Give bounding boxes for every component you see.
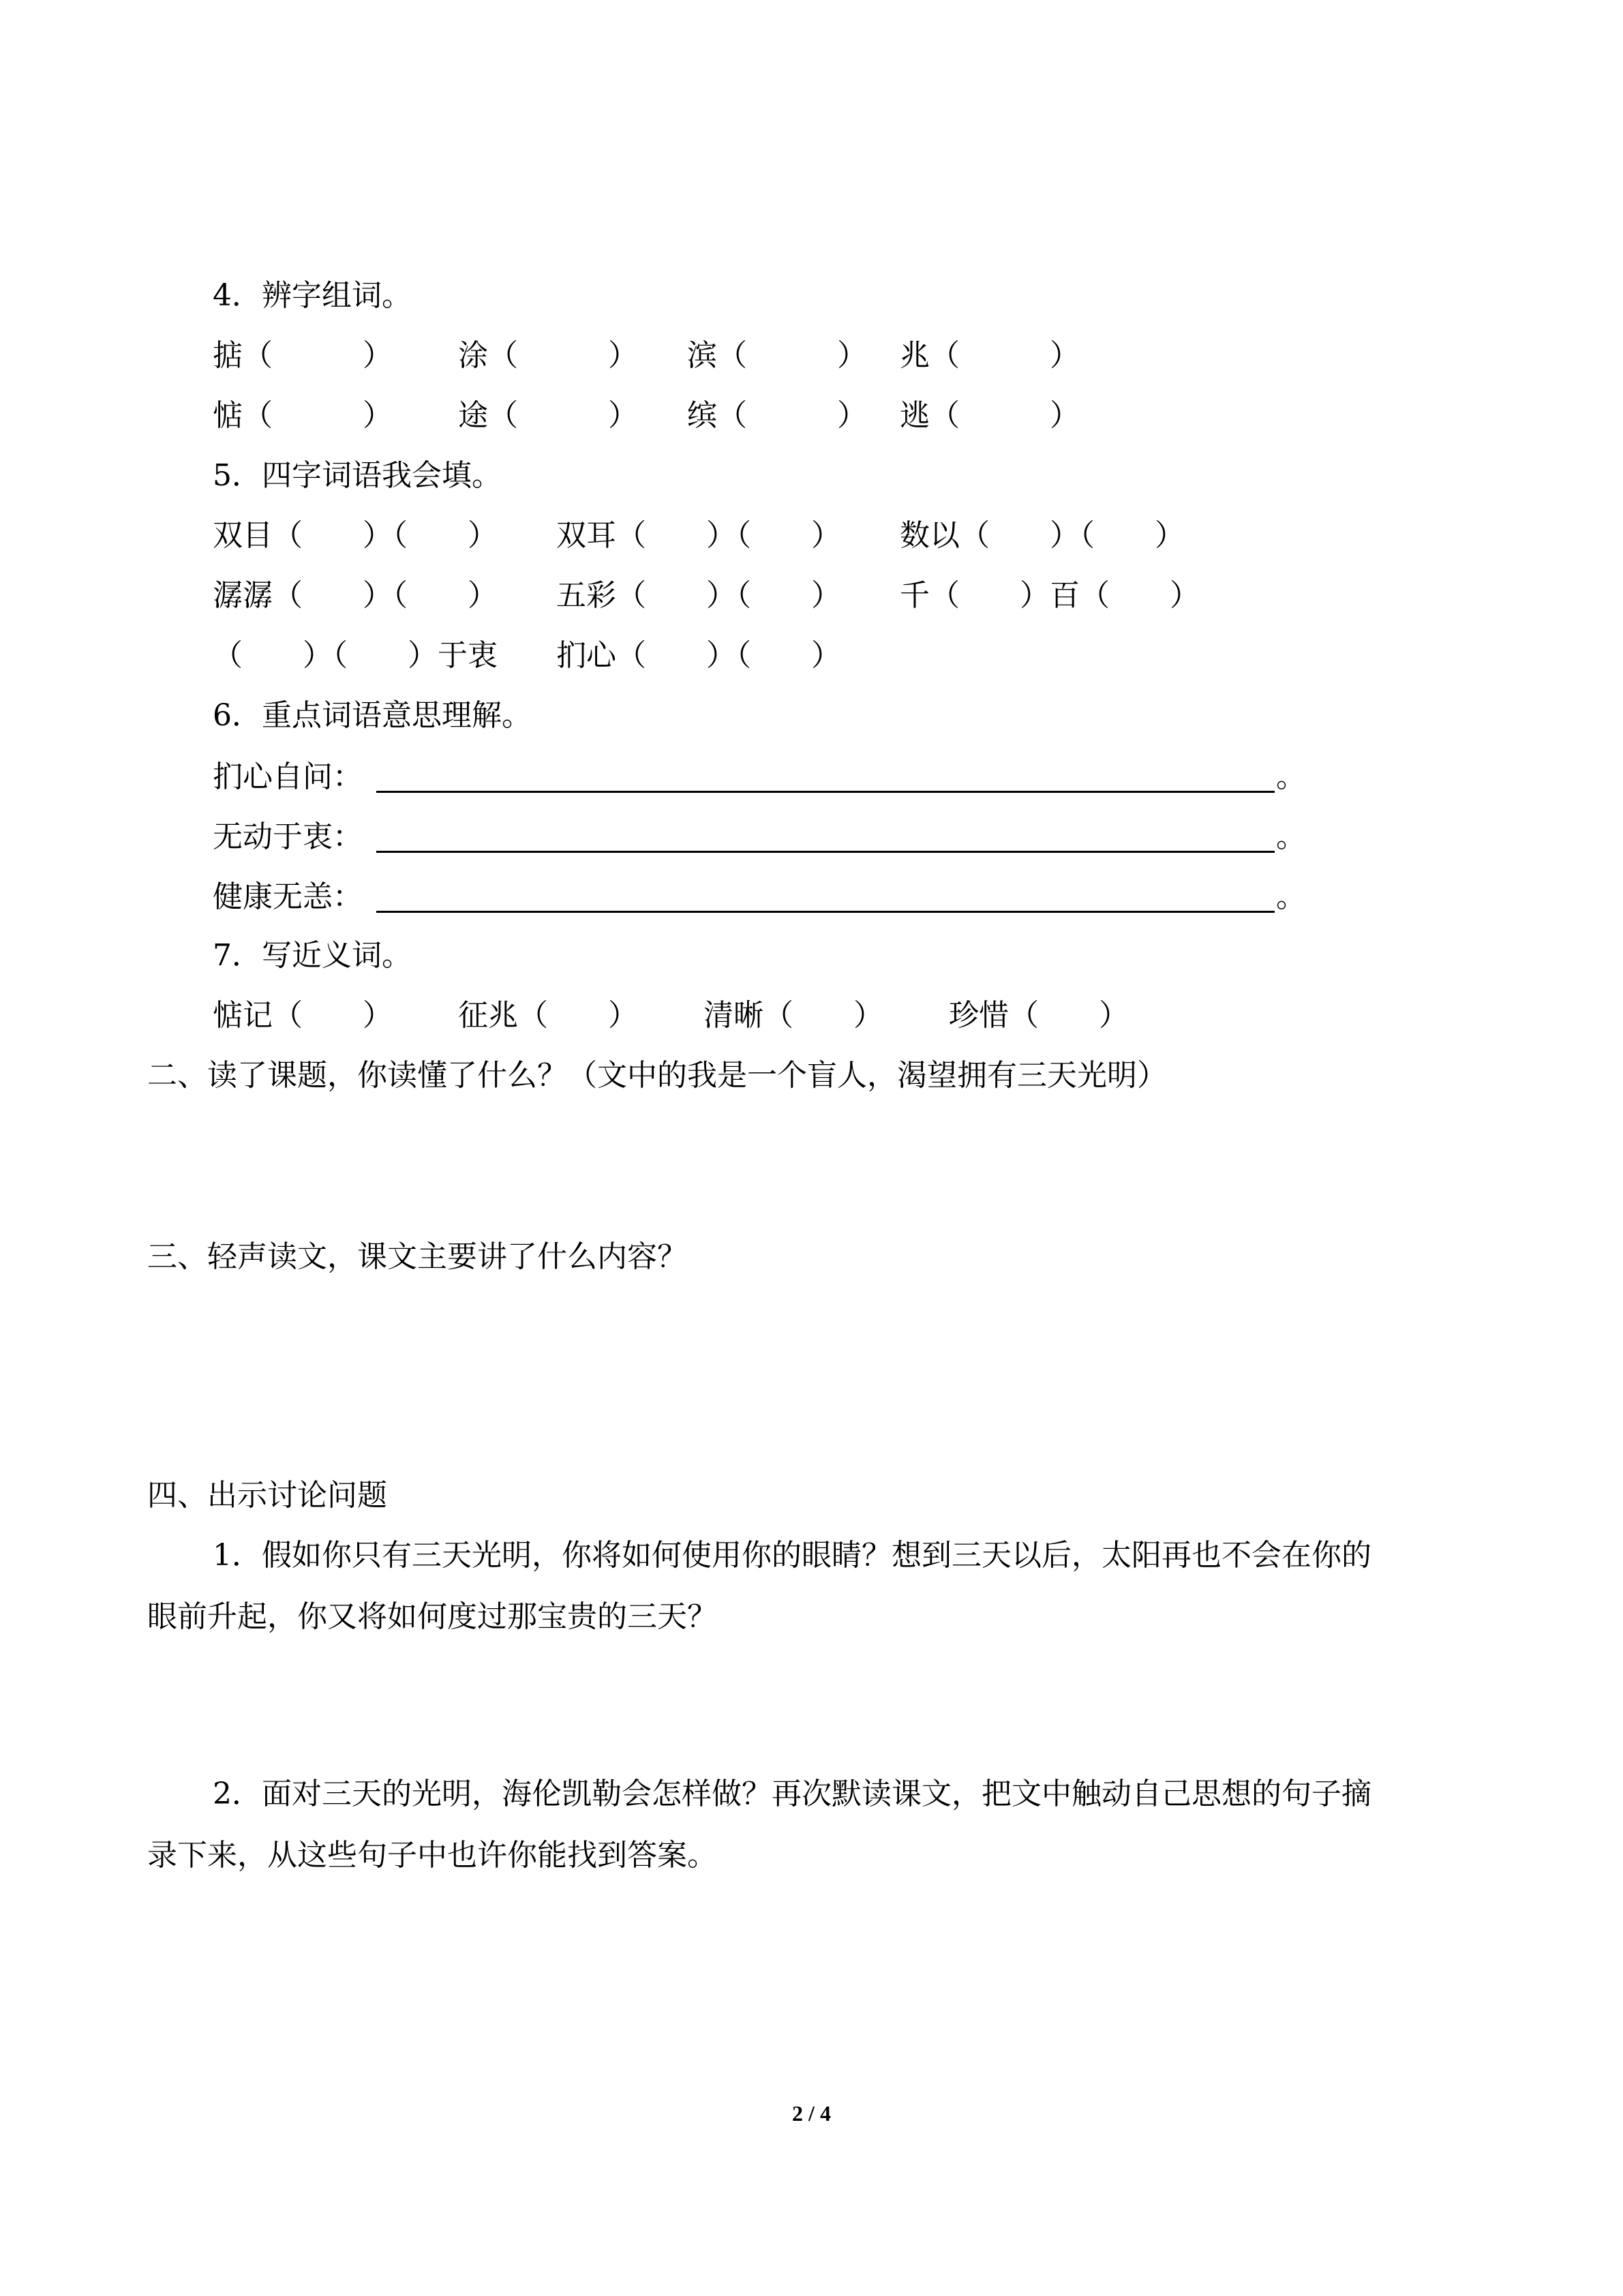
q4-item: 惦（ ） — [213, 398, 393, 433]
q4-item: 滨（ ） — [687, 338, 867, 373]
q5-item: 双耳（ ）（ ） — [556, 518, 841, 553]
section-3-heading: 三、轻声读文，课文主要讲了什么内容？ — [147, 1239, 687, 1274]
q6-term-label: 健康无恙： — [213, 879, 363, 914]
section-4-heading: 四、出示讨论问题 — [147, 1478, 387, 1513]
q4-item: 兆（ ） — [900, 338, 1080, 373]
q5-item: 千（ ）百（ ） — [900, 578, 1200, 613]
discussion-question-2-cont: 录下来，从这些句子中也许你能找到答案。 — [147, 1838, 717, 1873]
answer-line[interactable] — [376, 791, 1275, 793]
q5-title: 5．四字词语我会填。 — [213, 458, 502, 493]
q6-term-label: 扪心自问： — [213, 759, 363, 794]
q5-item: 五彩（ ）（ ） — [556, 578, 841, 613]
q4-item: 途（ ） — [458, 398, 638, 433]
q5-item: 数以（ ）（ ） — [900, 518, 1185, 553]
q5-item: 潺潺（ ）（ ） — [213, 578, 498, 613]
q4-item: 缤（ ） — [687, 398, 867, 433]
q5-item: （ ）（ ）于衷 — [213, 638, 498, 673]
q7-item: 征兆（ ） — [458, 998, 638, 1033]
discussion-question-1: 1．假如你只有三天光明，你将如何使用你的眼睛？想到三天以后，太阳再也不会在你的 — [213, 1538, 1371, 1573]
q6-term-end: 。 — [1276, 879, 1306, 914]
q5-item: 双目（ ）（ ） — [213, 518, 498, 553]
q7-item: 珍惜（ ） — [949, 998, 1129, 1033]
discussion-question-1-cont: 眼前升起，你又将如何度过那宝贵的三天？ — [147, 1599, 717, 1634]
q7-title: 7．写近义词。 — [213, 938, 412, 973]
q5-item: 扪心（ ）（ ） — [556, 638, 841, 673]
q7-item: 清晰（ ） — [703, 998, 883, 1033]
q7-item: 惦记（ ） — [213, 998, 393, 1033]
q6-term-end: 。 — [1276, 759, 1306, 794]
q6-term-end: 。 — [1276, 819, 1306, 854]
discussion-question-2: 2．面对三天的光明，海伦凯勒会怎样做？再次默读课文，把文中触动自己思想的句子摘 — [213, 1777, 1371, 1811]
q4-item: 逃（ ） — [900, 398, 1080, 433]
section-2-heading: 二、读了课题，你读懂了什么？（文中的我是一个盲人，渴望拥有三天光明） — [147, 1058, 1167, 1093]
q6-term-label: 无动于衷： — [213, 819, 363, 854]
q6-title: 6．重点词语意思理解。 — [213, 698, 532, 733]
answer-line[interactable] — [376, 911, 1275, 913]
q4-title: 4．辨字组词。 — [213, 278, 412, 313]
page-number: 2 / 4 — [792, 2101, 831, 2126]
q4-item: 涂（ ） — [458, 338, 638, 373]
answer-line[interactable] — [376, 851, 1275, 853]
q4-item: 掂（ ） — [213, 338, 393, 373]
